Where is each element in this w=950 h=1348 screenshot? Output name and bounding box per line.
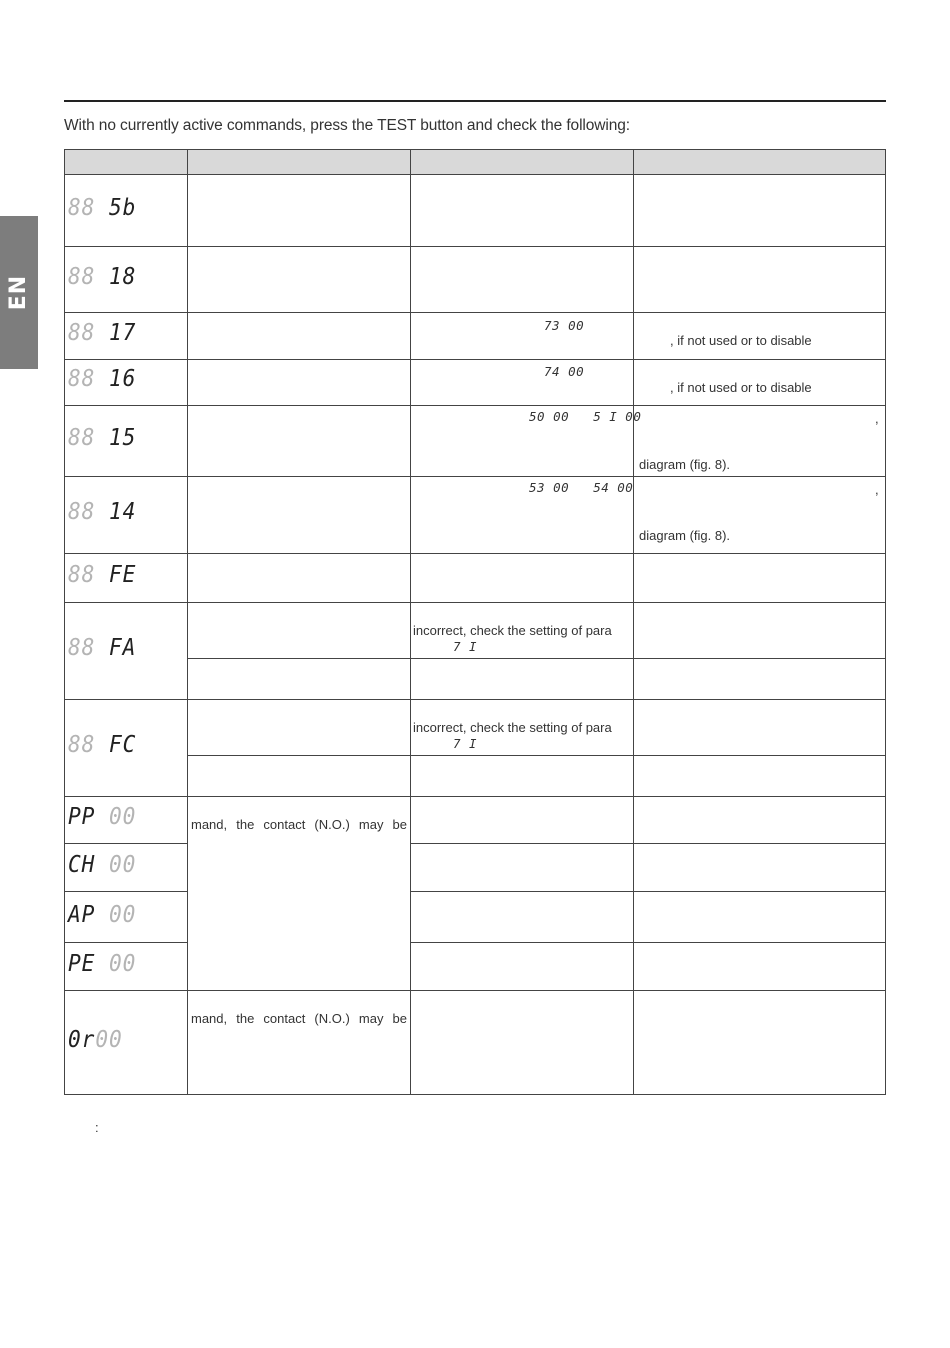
display-code-14: 88 14 bbox=[68, 499, 137, 525]
param-note: incorrect, check the setting of para bbox=[413, 623, 612, 638]
segment-value: 50 00 5 I 00 bbox=[529, 409, 642, 424]
segment-value: 7 I bbox=[453, 639, 478, 654]
segment-value: 53 00 54 00 bbox=[529, 480, 634, 495]
segment-value: 73 00 bbox=[544, 318, 585, 333]
display-code-pp: PP 00 bbox=[68, 804, 137, 830]
disable-note: , if not used or to disable bbox=[670, 380, 812, 395]
diagram-note: diagram (fig. 8). bbox=[639, 528, 731, 543]
language-tab bbox=[0, 216, 38, 369]
display-code-15: 88 15 bbox=[68, 425, 137, 451]
segment-value: 7 I bbox=[453, 736, 478, 751]
comma: , bbox=[875, 482, 879, 497]
command-note: mand, the contact (N.O.) may be bbox=[191, 1011, 407, 1026]
display-code-16: 88 16 bbox=[68, 366, 137, 392]
comma: , bbox=[875, 411, 879, 426]
display-code-5b: 88 5b bbox=[68, 195, 137, 221]
intro-text: With no currently active commands, press the TEST button and check the following: bbox=[64, 117, 630, 134]
language-tab-label: EN bbox=[6, 274, 32, 311]
display-code-or: 0r00 bbox=[68, 1027, 123, 1053]
test-table bbox=[64, 149, 886, 1095]
top-rule bbox=[64, 100, 886, 102]
footnote: : bbox=[95, 1120, 99, 1135]
display-code-pe: PE 00 bbox=[68, 951, 137, 977]
display-code-fe: 88 FE bbox=[68, 562, 137, 588]
segment-value: 74 00 bbox=[544, 364, 585, 379]
display-code-fa: 88 FA bbox=[68, 635, 137, 661]
diagram-note: diagram (fig. 8). bbox=[639, 457, 731, 472]
display-code-ch: CH 00 bbox=[68, 852, 137, 878]
display-code-18: 88 18 bbox=[68, 264, 137, 290]
command-note: mand, the contact (N.O.) may be bbox=[191, 817, 407, 832]
display-code-fc: 88 FC bbox=[68, 732, 137, 758]
param-note: incorrect, check the setting of para bbox=[413, 720, 612, 735]
disable-note: , if not used or to disable bbox=[670, 333, 812, 348]
display-code-17: 88 17 bbox=[68, 320, 137, 346]
display-code-ap: AP 00 bbox=[68, 902, 137, 928]
